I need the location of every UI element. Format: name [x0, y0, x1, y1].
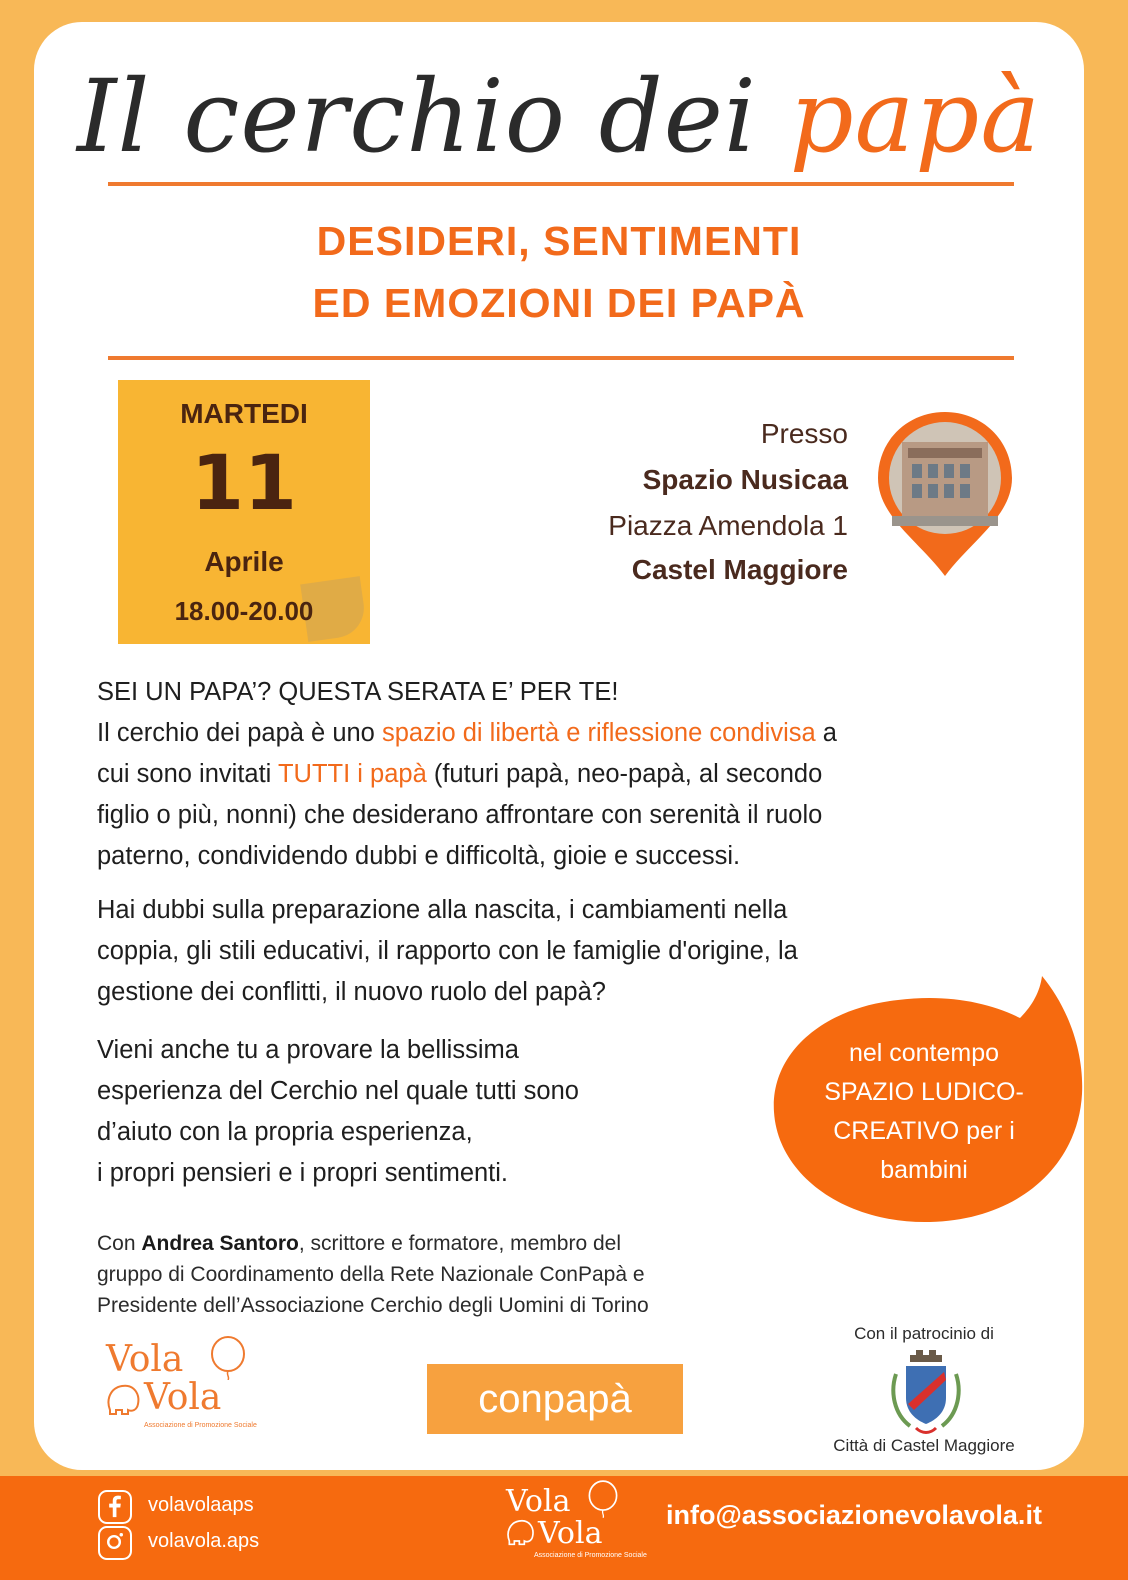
- venue-city: Castel Maggiore: [631, 554, 848, 585]
- date-sticky-note: [118, 380, 370, 644]
- credits-line-2: gruppo di Coordinamento della Rete Nazionale ConPapà e: [97, 1263, 645, 1286]
- speaker-name: Andrea Santoro: [141, 1232, 299, 1255]
- intro-line-3: [97, 754, 1057, 795]
- date-time: 18.00-20.00: [174, 596, 314, 626]
- divider-bottom: [108, 356, 1014, 360]
- invite-line-2: esperienza del Cerchio nel quale tutti sono: [97, 1077, 579, 1105]
- highlight-all-dads: TUTTI i papà: [277, 760, 427, 788]
- intro-text-a: Il cerchio dei papà è uno: [97, 719, 382, 747]
- elephant-icon: [104, 1380, 144, 1416]
- date-month: Aprile: [204, 546, 284, 577]
- divider-top: [108, 182, 1014, 186]
- intro-text-b: a: [815, 719, 837, 747]
- city-label: Città di Castel Maggiore: [833, 1436, 1015, 1455]
- conpapa-logo: conpapà: [427, 1364, 683, 1434]
- poster-title: [34, 52, 1084, 182]
- facebook-handle: volavolaaps: [148, 1494, 254, 1516]
- footer-elephant-icon: [504, 1516, 538, 1546]
- city-crest-icon: [886, 1348, 966, 1436]
- intro-line-2: [97, 713, 1057, 754]
- intro-line-1: SEI UN PAPA’? QUESTA SERATA E’ PER TE!: [97, 678, 619, 706]
- date-day: 11: [191, 438, 297, 527]
- venue-address: Piazza Amendola 1: [608, 510, 848, 541]
- questions-line-1: Hai dubbi sulla preparazione alla nascita, i cambiamenti nella: [97, 896, 788, 924]
- invite-line-4: i propri pensieri e i propri sentimenti.: [97, 1159, 509, 1187]
- balloon-icon: [208, 1336, 248, 1380]
- intro-paragraph: [97, 672, 1057, 877]
- facebook-icon: [98, 1490, 132, 1524]
- questions-line-2: coppia, gli stili educativi, il rapporto con le famiglie d'origine, la: [97, 937, 798, 965]
- subtitle-line-1: DESIDERI, SENTIMENTI: [316, 218, 802, 264]
- logo-word-2: Vola: [144, 1377, 222, 1418]
- bubble-line-1: nel contempo: [848, 1039, 1000, 1067]
- footer-balloon-icon: [586, 1480, 620, 1518]
- footer-logo-subtitle: Associazione di Promozione Sociale: [534, 1552, 647, 1559]
- footer-volavola-logo: [504, 1482, 647, 1576]
- poster-card: [34, 22, 1084, 1470]
- bubble-line-4: bambini: [880, 1156, 968, 1184]
- location-pin-icon: [872, 408, 1018, 580]
- venue-prefix: Presso: [760, 418, 848, 449]
- instagram-handle: volavola.aps: [148, 1530, 260, 1552]
- highlight-freedom-space: spazio di libertà e riflessione condivisa: [381, 719, 816, 747]
- footer-logo-word-1: Vola: [506, 1484, 571, 1519]
- intro-text-c: cui sono invitati: [97, 760, 278, 788]
- bubble-line-3: CREATIVO per i: [833, 1117, 1015, 1145]
- contact-email-link[interactable]: info@associazionevolavola.it: [666, 1500, 1042, 1530]
- date-weekday: MARTEDI: [180, 398, 308, 429]
- patronage-label: Con il patrocinio di: [854, 1324, 994, 1343]
- bubble-line-2: SPAZIO LUDICO-: [824, 1078, 1024, 1106]
- intro-line-5: paterno, condividendo dubbi e difficoltà, gioie e successi.: [97, 842, 741, 870]
- footer-logo-word-2: Vola: [538, 1516, 603, 1551]
- subtitle-line-2: ED EMOZIONI DEI PAPÀ: [312, 280, 806, 326]
- title-accent: papà: [789, 58, 1041, 175]
- invite-paragraph: [97, 1030, 737, 1194]
- venue-name: Spazio Nusicaa: [642, 464, 848, 495]
- logo-word-1: Vola: [106, 1339, 184, 1380]
- credits-line-3: Presidente dell’Associazione Cerchio degli Uomini di Torino: [97, 1294, 649, 1317]
- questions-line-3: gestione dei conflitti, il nuovo ruolo del papà?: [97, 978, 606, 1006]
- kids-space-bubble: [784, 1034, 1064, 1190]
- speaker-credits: [97, 1228, 837, 1321]
- invite-line-3: d’aiuto con la propria esperienza,: [97, 1118, 473, 1146]
- intro-text-d: (futuri papà, neo-papà, al secondo: [426, 760, 823, 788]
- credits-line-1: [97, 1228, 837, 1259]
- volavola-logo: [104, 1340, 264, 1440]
- credits-with: Con: [97, 1232, 142, 1255]
- instagram-icon: [98, 1526, 132, 1560]
- credits-role: , scrittore e formatore, membro del: [298, 1232, 621, 1255]
- invite-line-1: Vieni anche tu a provare la bellissima: [97, 1036, 519, 1064]
- title-main: Il cerchio dei: [77, 58, 757, 175]
- intro-line-4: figlio o più, nonni) che desiderano affrontare con serenità il ruolo: [97, 801, 823, 829]
- logo-subtitle: Associazione di Promozione Sociale: [144, 1422, 257, 1429]
